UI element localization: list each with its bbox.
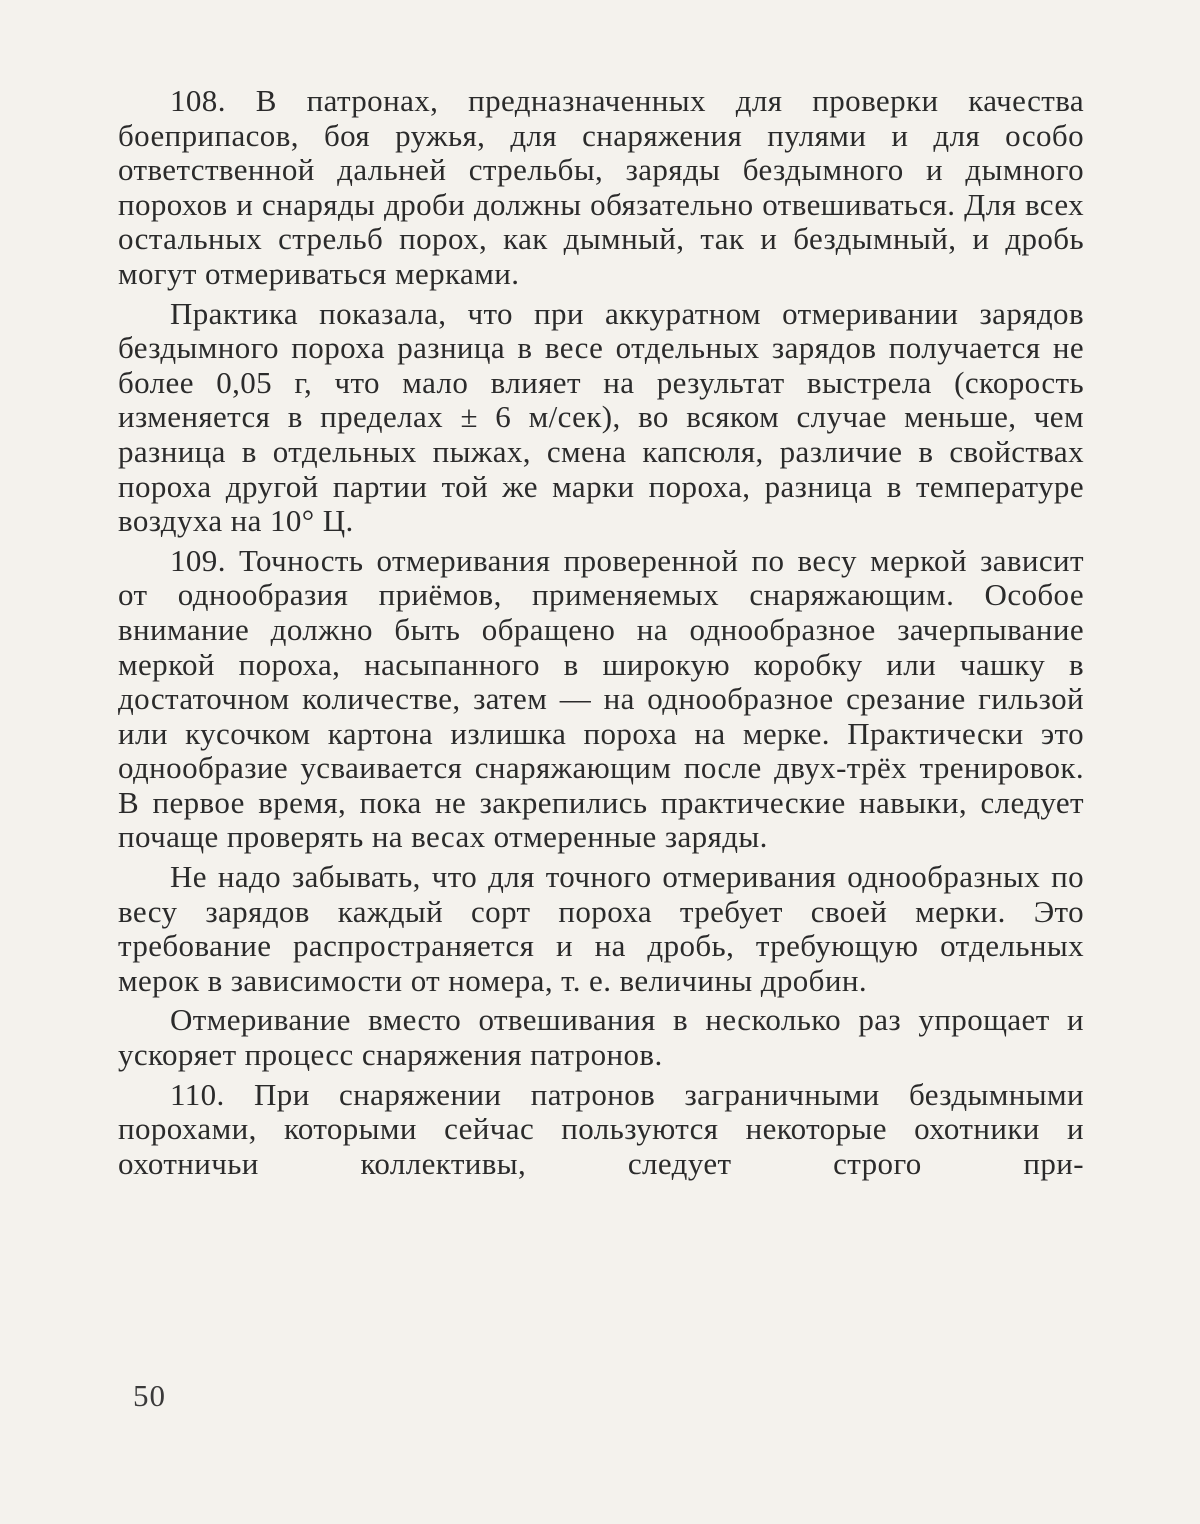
- paragraph-109: 109. Точность отмеривания проверенной по весу меркой зависит от однообразия приёмов, применяемых снаряжающим. Особое внимание должно быть обращено на однообразное зачерпывание меркой пороха, насыпанного в широкую коробку или чашку в достаточном количестве, затем — на однообразное срезание гильзой или кусочком картона излишка пороха на мерке. Практически это однообразие усваивается снаряжающим после двух-трёх тренировок. В первое время, пока не закрепились практические навыки, следует почаще проверять на весах отмеренные заряды.: [118, 542, 1084, 855]
- paragraph-measuring-vs-weighing: Отмеривание вместо отвешивания в несколько раз упрощает и ускоряет процесс снаряжения патронов.: [118, 1002, 1084, 1073]
- page-body-text: [118, 84, 1084, 1181]
- paragraph-separate-measures: Не надо забывать, что для точного отмеривания однообразных по весу зарядов каждый сорт пороха требует своей мерки. Это требование распространяется и на дробь, требующую отдельных мерок в зависимости от номера, т. е. величины дробин.: [118, 859, 1084, 998]
- paragraph-110: 110. При снаряжении патронов заграничными бездымными порохами, которыми сейчас пользуются некоторые охотники и охотничьи коллективы, следует строго при-: [118, 1076, 1084, 1181]
- paragraph-practice: Практика показала, что при аккуратном отмеривании зарядов бездымного пороха разница в весе отдельных зарядов получается не более 0,05 г, что мало влияет на результат выстрела (скорость изменяется в пределах ± 6 м/сек), во всяком случае меньше, чем разница в отдельных пыжах, смена капсюля, различие в свойствах пороха другой партии той же марки пороха, разница в температуре воздуха на 10° Ц.: [118, 295, 1084, 539]
- page-number: 50: [133, 1378, 166, 1413]
- paragraph-108: 108. В патронах, предназначенных для проверки качества боеприпасов, боя ружья, для снаряжения пулями и для особо ответственной дальней стрельбы, заряды бездымного и дымного порохов и снаряды дроби должны обязательно отвешиваться. Для всех остальных стрельб порох, как дымный, так и бездымный, и дробь могут отмериваться мерками.: [118, 83, 1084, 291]
